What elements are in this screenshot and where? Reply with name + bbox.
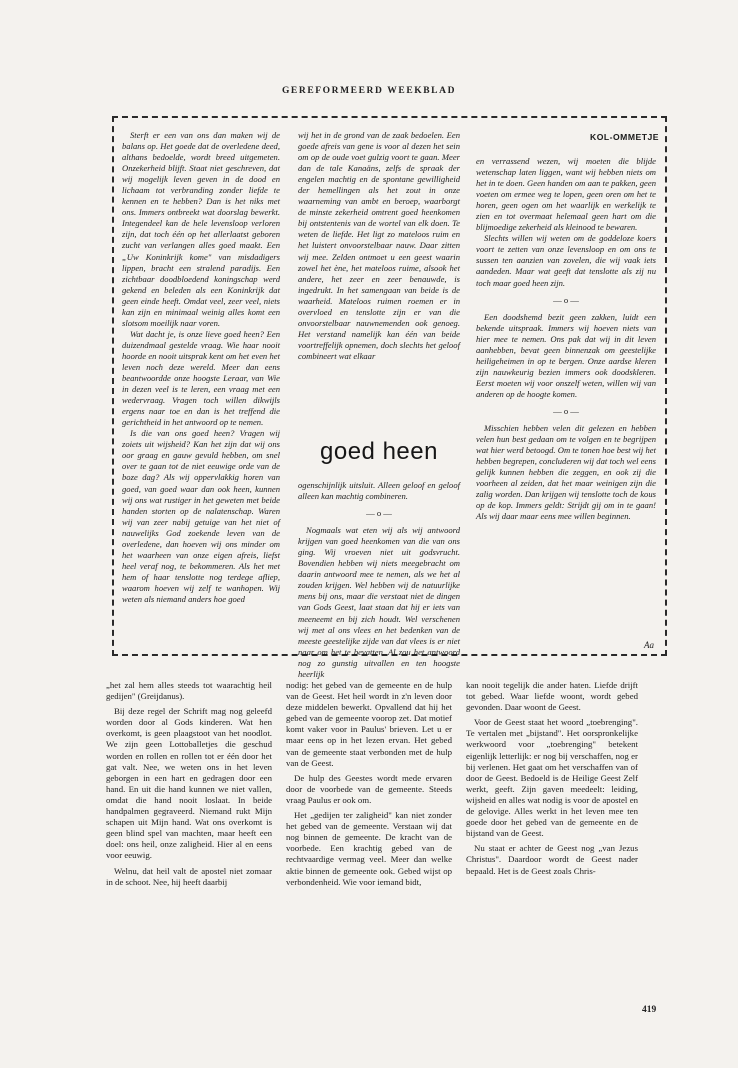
paragraph: Slechts willen wij weten om de goddeloze koers voort te zetten van onze levensloop en om ons te sussen ten aanzien van zovelen, die wij vaak iets aandeden. Maar wat geeft dat tenslotte als zij nu toch maar goed heen zijn. [476, 233, 656, 288]
article-title: goed heen [320, 438, 438, 465]
paragraph: Nogmaals wat eten wij als wij antwoord krijgen van goed heenkomen van die van ons ging. Wij vroeven niet uit godsvrucht. Bovendien hebben wij niets meegebracht om daarin antwoord mee te nemen, als we het al zouden krijgen. Wel hebben wij de natuurlijke mens bij ons, maar die verstaat niet de dingen van Gods Geest, laat staan dat hij er iets van meeneemt en bij zich houdt. Wel verschenen wij met al ons vlees en het bedenken van de meeste geestelijke zijde van dat vlees is er niet naar om het te bevatten. Al zou het antwoord nog zo gunstig uitvallen en ten hoogste heerlijk [298, 525, 460, 679]
separator: — o — [553, 405, 579, 416]
paragraph: De hulp des Geestes wordt mede ervaren door de voorbede van de gemeente. Steeds vraag Paulus er ook om. [286, 772, 452, 805]
page-number: 419 [642, 1005, 657, 1015]
paragraph: ogenschijnlijk uitsluit. Alleen geloof en geloof alleen kan machtig combineren. [298, 480, 460, 502]
paragraph: Is die van ons goed heen? Vragen wij zoiets uit wijsheid? Kan het zijn dat wij ons oor graag en gauw gevuld hebben, om snel over te gaan tot de niet eeuwige orde van de boze dag? Als wij oppervlakkig horen van goed, van goed waar dan ook heen, kunnen wij ons wat rustiger in het geweten met beide handen storten op de nalatenschap. Waren wij van zeer nabij getuige van het niet of nauwelijks God zoekende leven van de overledene, dan hoeven wij ons minder om het waarheen van onze eigen afreis, liefst heel veraf nog, te bekommeren. Als het met hem of haar tenslotte nog terdege afliep, waarom hoeven wij zelf te wanhopen. Wij weten als niemand anders hoe goed [122, 428, 280, 604]
article-column-2-bottom [298, 480, 460, 680]
body-column-3 [466, 680, 638, 881]
article-column-1 [122, 130, 280, 605]
separator: — o — [366, 508, 392, 519]
body-column-1 [106, 680, 272, 892]
paragraph: Het „gedijen ter zaligheid" kan niet zonder het gebed van de gemeente. Verstaan wij dat nog binnen de gemeente. De kracht van de voorbede. Een krachtig gebed van de rechtvaardige vermag veel. Meer dan welke aktie binnen de gemeente ook. Gebed wijst op verbondenheid. Wie voor iemand bidt, [286, 810, 452, 887]
paragraph: kan nooit tegelijk die ander haten. Liefde drijft tot gebed. Waar liefde woont, wordt gebed gevonden. Daar woont de Geest. [466, 680, 638, 713]
author-signature: Aa [644, 640, 654, 650]
paragraph: en verrassend wezen, wij moeten die blijde wetenschap laten liggen, want wij hebben niets om het in te doen. Geen handen om aan te pakken, geen voeten om ermee weg te lopen, geen oren om het te horen, geen ogen om het waarlijk en werkelijk te zien en tot overmaat helemaal geen hart om die blijmoedige zekerheid als kleinood te bewaren. [476, 156, 656, 233]
paragraph: Sterft er een van ons dan maken wij de balans op. Het goede dat de overledene deed, althans bedoelde, wordt breed uitgemeten. Onzekerheid blijft. Staat niet geschreven, dat wij mogelijk leven geven in de dood en lichaam tot verbranding zonder liefde te kennen en te hebben? Dan is het niks met ons. Immers ontbreekt wat doorslag bewerkt. Integendeel kan de hele levensloop verloren zijn, dat toch één op het allerlaatst geboren zucht van verlangen alles goed maakt. Een „Uw Koninkrijk kome" van misdadigers lippen, bracht een stralend paradijs. Een zichtbaar doodbloedend koningschap werd gekend en beleden als een Koninkrijk dat geen einde heeft. Omdat veel, zeer veel, niets kan zijn en minimaal weinig alles komt een slotsom moeilijk naar voren. [122, 130, 280, 328]
paragraph: Nu staat er achter de Geest nog „van Jezus Christus". Daardoor wordt de Geest nader bepaald. Het is de Geest zoals Chris- [466, 843, 638, 876]
separator: — o — [553, 294, 579, 305]
paragraph: Welnu, dat heil valt de apostel niet zomaar in de schoot. Nee, hij heeft daarbij [106, 865, 272, 887]
article-column-2-top [298, 130, 460, 362]
running-header: GEREFORMEERD WEEKBLAD [281, 86, 457, 96]
paragraph: wij het in de grond van de zaak bedoelen. Een goede afreis van gene is voor al dezen het sein om op de oude voet gulzig voort te gaan. Meer dan de tale Kanaäns, zelfs de spraak der engelen machtig en de spontane gewilligheid der hemellingen als het zout in onze waarneming van ambt en beroep, waarborgt de minste zekerheid omtrent goed heenkomen bij ontstentenis van de wortel van elk doen. Te weten de liefde. Het ligt zo mateloos ruim en het luistert onvoorstelbaar nauw. Daar zitten wij mee. Zelden ontmoet u een geest waarin zowel het ène, het mateloos ruime, alsook het andere, het zeer en zeer benauwde, is ingedrukt. In het samengaan van beide is de waarheid. Mateloos ruimen roemen er in overvloed en tenslotte zijn er van die onvoorstelbaar nauwnemenden ook genoeg. Het verstand namelijk kan één van beide voortreffelijk opnemen, doch slechts het geloof combineert wat elkaar [298, 130, 460, 361]
paragraph: Misschien hebben velen dit gelezen en hebben velen hun best gedaan om te volgen en te begrijpen wat hier werd betoogd. Om te tonen hoe best wij het hebben begrepen, concluderen wij dat toch wel eens gelijk kunnen hebben die zeggen, en ook zij die voorheen al zeiden, dat het maar weinigen zijn die zalig worden. Dan krijgen wij tenslotte toch de kous op de kop. Immers geldt: Strijdt gij om in te gaan! Als wij daar maar eens mee willen beginnen. [476, 423, 656, 522]
paragraph: Een doodshemd bezit geen zakken, luidt een bekende uitspraak. Immers wij hoeven niets van hier mee te nemen. Ons pak dat wij in dit leven aanhebben, bevat geen binnenzak om geestelijke heiligeheimen in op te bergen. Onze aardse kleren zijn nauwkeurig bezien immers ook doodskleren. Eerst moeten wij voor onszelf weten, willen wij van anderen op de hoogte komen. [476, 311, 656, 399]
paragraph: Voor de Geest staat het woord „toebrenging". Te vertalen met „bijstand". Het oorspronkelijke werkwoord voor „toebrenging" betekent eigenlijk letterlijk: er nog bij verschaffen, nog er bij verlenen. Het gaat om het verschaffen van of door de Geest. Bedoeld is de Heilige Geest Zelf werkt, geeft. Zijn gaven meedeelt: leiding, wijsheid en alles wat nodig is voor de apostel en de gelovige. Alles werkt in het leven mee ten goede door het gebed van de gemeente en de bijstand van de Geest. [466, 717, 638, 839]
body-column-2 [286, 680, 452, 892]
column-label: KOL-OMMETJE [590, 132, 659, 142]
paragraph: „het zal hem alles steeds tot waarachtig heil gedijen" (Greijdanus). [106, 680, 272, 702]
paragraph: Wat dacht je, is onze lieve goed heen? Een duizendmaal gestelde vraag. Wie haar nooit hoorde en nooit uitsprak kent om het even het leven noch deze wereld. Meer dan eens beantwoordde onze hoogste Leraar, van Wie in dezen veel is te leren, een vraag met een wedervraag. Vragen toch willen dikwijls ergens naar toe en dan is het treffend die gerichtheid in het antwoord op te nemen. [122, 328, 280, 428]
article-column-3 [476, 156, 656, 522]
paragraph: Bij deze regel der Schrift mag nog geleefd worden door al Gods kinderen. Wat hen overkomt, is geen plaagstoot van het noodlot. We zijn geen Lottoballetjes die geschud worden en rollen en rollen tot er één door het gat valt. Nee, we weten ons in het leven geborgen in een hart en gedragen door een hand. En uit die hand kunnen we niet vallen, omdat die hand nooit loslaat. In beide handpalmen gegraveerd. Niemand rukt Mijn schapen uit Mijn hand. Wat ons overkomt is geen blind spel van machten, maar heeft een doel: ons heil, onze zaligheid. Hier al en eens voor eeuwig. [106, 706, 272, 861]
paragraph: nodig: het gebed van de gemeente en de hulp van de Geest. Het heil wordt in z'n leven door deze middelen bewerkt. Opvallend dat hij het gebed van de gemeente voorop zet. Dat motief komt vaker voor in Paulus' brieven. Let u er maar eens op in het lezen ervan. Het gebed van de gemeente staat verbonden met de hulp van de Geest. [286, 680, 452, 768]
